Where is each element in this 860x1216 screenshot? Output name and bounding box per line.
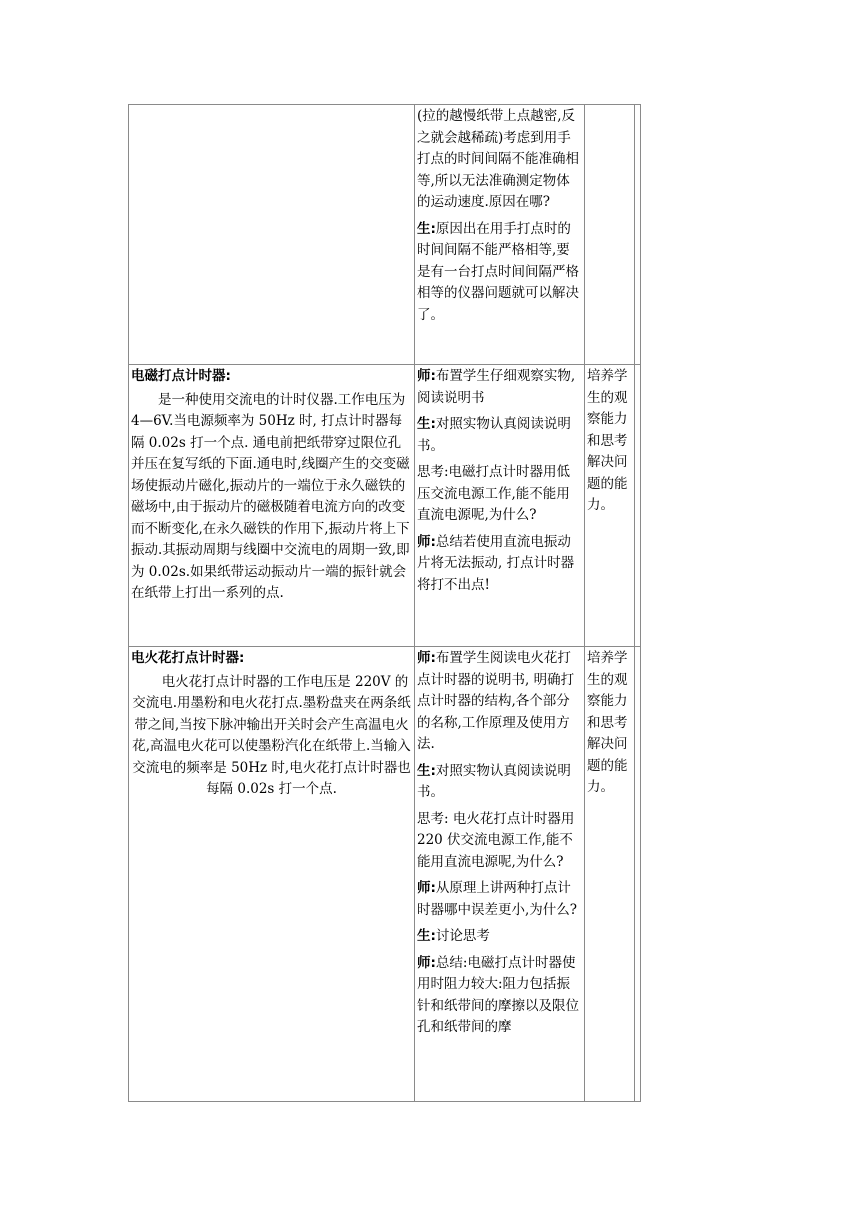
content-cell	[129, 105, 415, 365]
table-row	[129, 647, 641, 1102]
activity-paragraph: 生:对照实物认真阅读说明书。	[417, 762, 571, 800]
lesson-plan-table	[128, 104, 641, 1102]
activity-cell	[415, 647, 585, 1102]
activity-paragraph: 思考:电磁打点计时器用低压交流电源工作,能不能用直流电源呢,为什么?	[417, 464, 571, 523]
activity-paragraph: (拉的越慢纸带上点越密,反之就会越稀疏)考虑到用手打点的时间间隔不能准确相等,所以无法准确测定物体的运动速度.原因在哪?	[417, 108, 579, 210]
spacer-cell	[635, 365, 641, 647]
section-heading: 电火花打点计时器:	[131, 650, 245, 666]
goal-cell	[585, 105, 635, 365]
activity-cell	[415, 105, 585, 365]
spacer-cell	[635, 647, 641, 1102]
goal-cell: 培养学生的观察能力和思考解决问题的能力。	[585, 647, 635, 1102]
section-body: 是一种使用交流电的计时仪器.工作电压为 4—6V.当电源频率为 50Hz 时, 打点计时器每隔 0.02s 打一个点. 通电前把纸带穿过限位孔并压在复写纸的下面.通电时,线圈产生的交变磁场使振动片磁化,振动片的一端位于永久磁铁的磁场中,由于振动片的磁极随着电流方向的改变而不断变化,在永久磁铁的作用下,振动片将上下振动.其振动周期与线圈中交流电的周期一致,即为 0.02s.如果纸带运动振动片一端的振针就会在纸带上打出一系列的点.	[131, 391, 410, 601]
activity-paragraph: 师:从原理上讲两种打点计时器哪中误差更小,为什么?	[417, 880, 578, 918]
activity-paragraph: 生:原因出在用手打点时的时间间隔不能严格相等,要是有一台打点时间间隔严格相等的仪器问题就可以解决了。	[417, 220, 579, 323]
activity-paragraph: 师:总结若使用直流电振动片将无法振动, 打点计时器将打不出点!	[417, 533, 575, 593]
content-cell	[129, 647, 415, 1102]
section-body: 电火花打点计时器的工作电压是 220V 的交流电.用墨粉和电火花打点.墨粉盘夹在两条纸带之间,当按下脉冲输出开关时会产生高温电火花,高温电火花可以使墨粉汽化在纸带上.当输入交流电的频率是 50Hz 时,电火花打点计时器也每隔 0.02s 打一个点.	[132, 673, 411, 797]
content-cell	[129, 365, 415, 647]
goal-cell: 培养学生的观察能力和思考解决问题的能力。	[585, 365, 635, 647]
section-heading: 电磁打点计时器:	[131, 368, 231, 384]
activity-paragraph: 生:讨论思考	[417, 928, 490, 944]
activity-cell	[415, 365, 585, 647]
activity-paragraph: 思考: 电火花打点计时器用 220 伏交流电源工作,能不能用直流电源呢,为什么?	[417, 810, 575, 870]
table-row	[129, 365, 641, 647]
activity-paragraph: 师:总结:电磁打点计时器使用时阻力较大:阻力包括振针和纸带间的摩擦以及限位孔和纸带间的摩	[417, 954, 579, 1035]
spacer-cell	[635, 105, 641, 365]
activity-paragraph: 师:布置学生仔细观察实物,阅读说明书	[417, 368, 576, 406]
activity-paragraph: 师:布置学生阅读电火花打点计时器的说明书, 明确打点计时器的结构,各个部分的名称,工作原理及使用方法.	[417, 650, 575, 752]
activity-paragraph: 生:对照实物认真阅读说明书。	[417, 416, 571, 454]
table-row	[129, 105, 641, 365]
